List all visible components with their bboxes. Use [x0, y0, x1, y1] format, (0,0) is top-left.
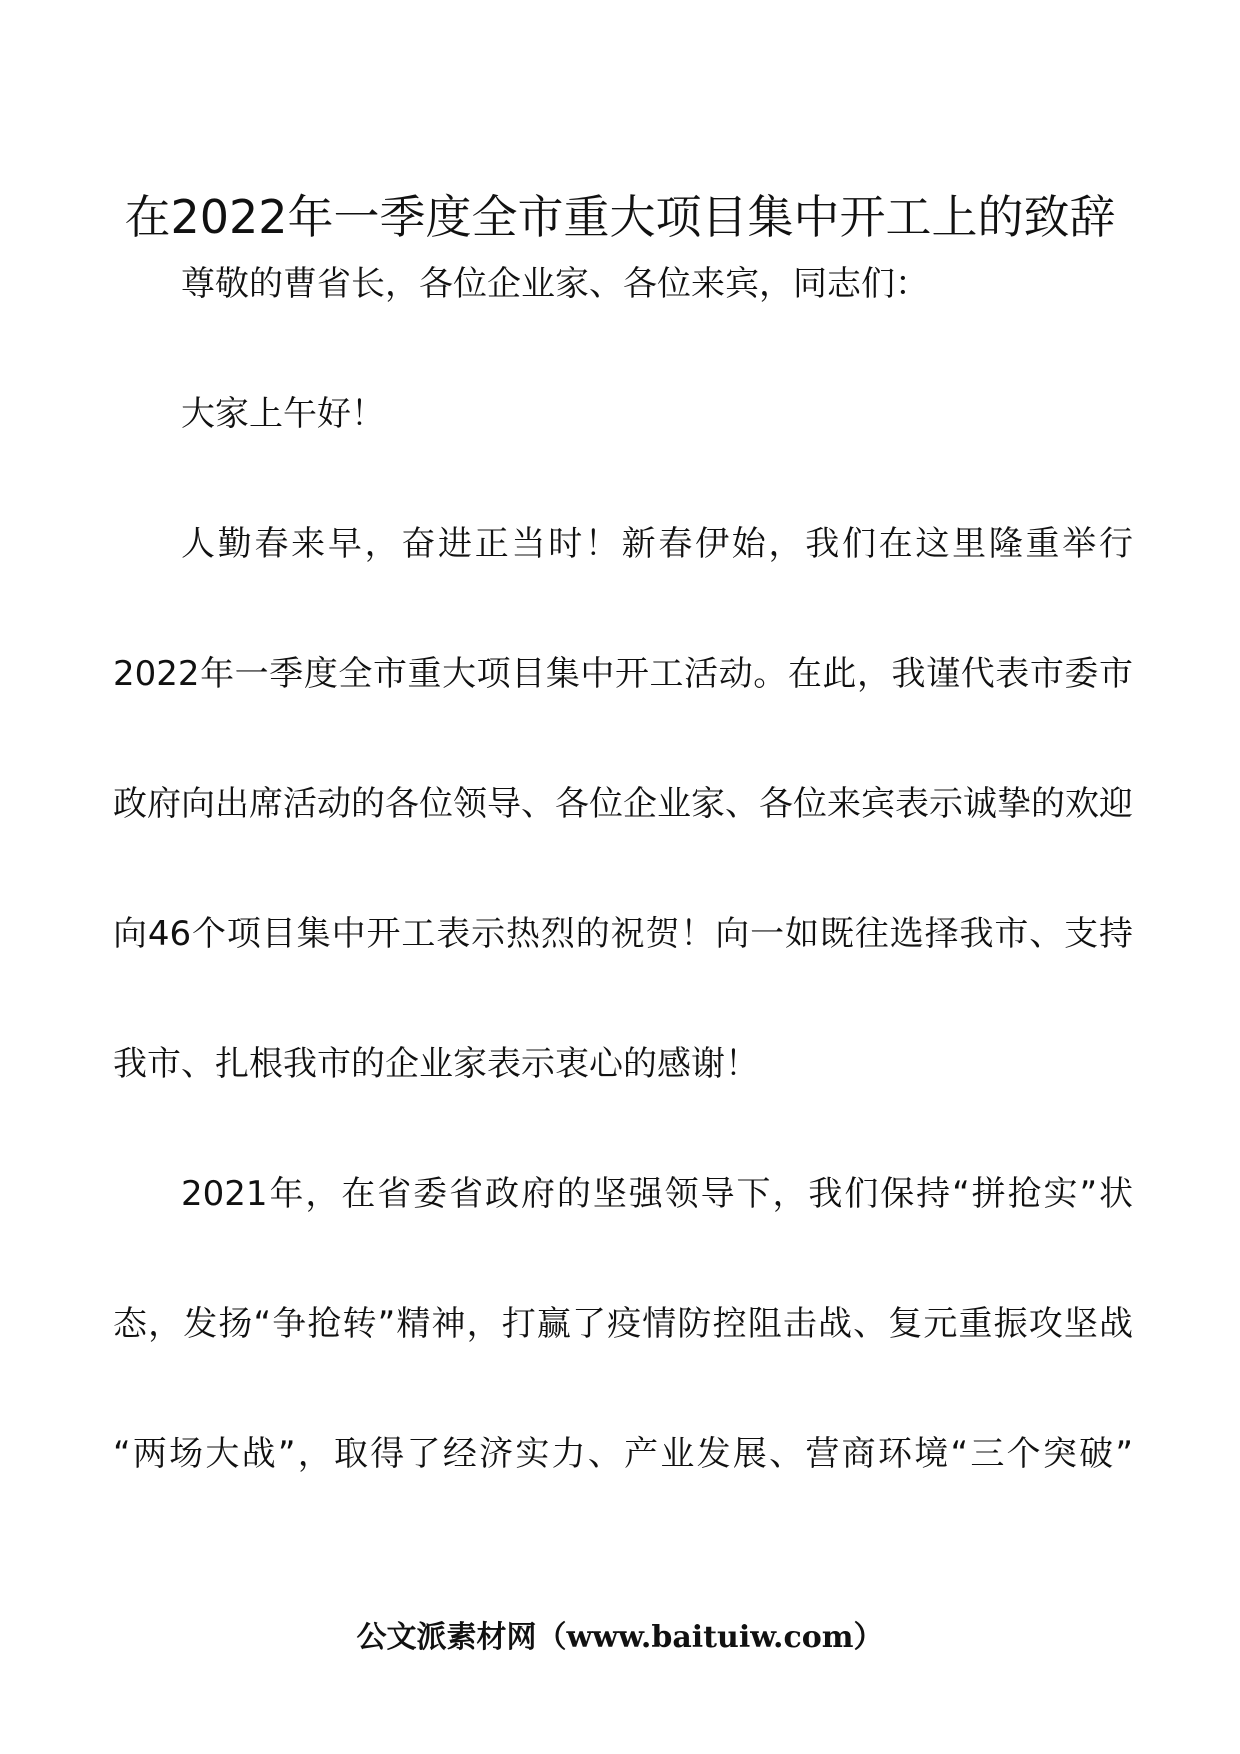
- paragraph-1-line-1: 人勤春来早，奋进正当时！新春伊始，我们在这里隆重举行: [181, 524, 1133, 564]
- document-title: 在2022年一季度全市重大项目集中开工上的致辞: [124, 190, 1116, 244]
- greeting-line: 大家上午好！: [181, 394, 385, 434]
- paragraph-2-line-2: 态，发扬“争抢转”精神，打赢了疫情防控阻击战、复元重振攻坚战: [113, 1304, 1133, 1344]
- paragraph-1-line-4: 向46个项目集中开工表示热烈的祝贺！向一如既往选择我市、支持: [113, 914, 1133, 954]
- paragraph-1-line-5: 我市、扎根我市的企业家表示衷心的感谢！: [113, 1044, 759, 1084]
- salutation-line: 尊敬的曹省长，各位企业家、各位来宾，同志们：: [181, 264, 929, 304]
- footer-watermark: 公文派素材网（www.baituiw.com）: [356, 1620, 884, 1655]
- paragraph-2-line-3: “两场大战”，取得了经济实力、产业发展、营商环境“三个突破”: [113, 1434, 1133, 1474]
- paragraph-1-line-2: 2022年一季度全市重大项目集中开工活动。在此，我谨代表市委市: [113, 654, 1133, 694]
- paragraph-1-line-3: 政府向出席活动的各位领导、各位企业家、各位来宾表示诚挚的欢迎: [113, 784, 1133, 824]
- paragraph-2-line-1: 2021年，在省委省政府的坚强领导下，我们保持“拼抢实”状: [181, 1174, 1133, 1214]
